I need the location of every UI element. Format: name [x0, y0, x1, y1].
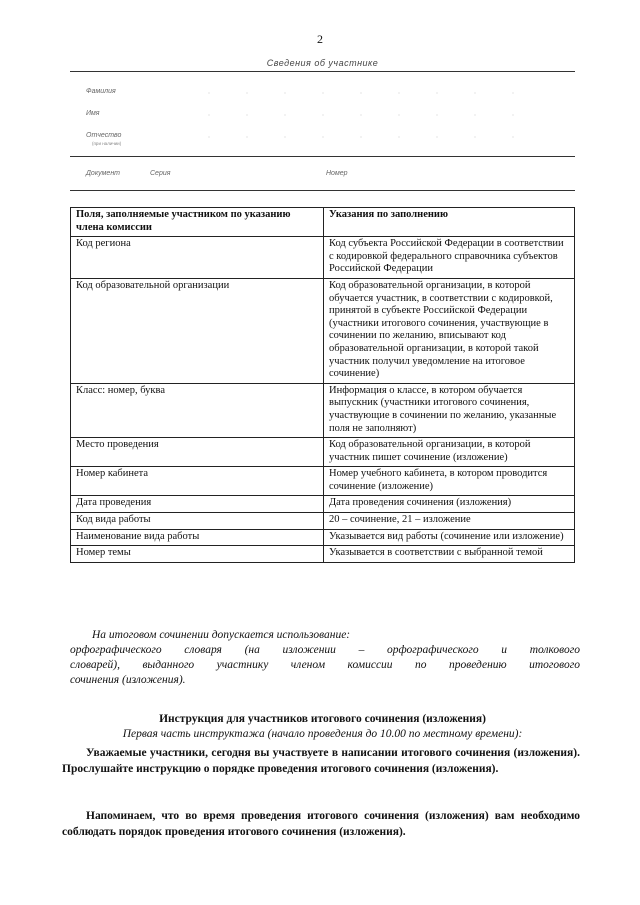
table-cell-instruction: 20 – сочинение, 21 – изложение	[324, 513, 575, 530]
instruction-paragraph-2	[62, 808, 580, 840]
number-label: Номер	[326, 170, 348, 177]
instruction-subheading: Первая часть инструктажа (начало проведения до 10.00 по местному времени):	[122, 728, 523, 740]
instruction-heading: Инструкция для участников итогового сочинения (изложения)	[159, 713, 486, 725]
table-row	[71, 529, 575, 546]
table-cell-field: Номер кабинета	[71, 467, 324, 496]
note-line-4: сочинения (изложения).	[70, 674, 186, 686]
page-number: 2	[317, 32, 323, 46]
series-label: Серия	[150, 170, 171, 177]
table-row	[71, 278, 575, 383]
table-cell-field: Код образовательной организации	[71, 278, 324, 383]
table-cell-instruction: Код субъекта Российской Федерации в соответствии с кодировкой федерального справочника субъектов Российской Федерации	[324, 237, 575, 279]
table-cell-instruction: Информация о классе, в котором обучается выпускник (участники итогового сочинения, участвующие в сочинении по желанию, указанные поля не заполняют)	[324, 383, 575, 437]
surname-field[interactable]	[190, 89, 550, 97]
table-row	[71, 438, 575, 467]
table-cell-instruction: Код образовательной организации, в которой участник пишет сочинение (изложение)	[324, 438, 575, 467]
surname-label: Фамилия	[86, 88, 116, 95]
table-row	[71, 467, 575, 496]
table-cell-field: Номер темы	[71, 546, 324, 563]
table-cell-field: Дата проведения	[71, 496, 324, 513]
table-cell-instruction: Номер учебного кабинета, в котором проводится сочинение (изложение)	[324, 467, 575, 496]
table-cell-instruction: Дата проведения сочинения (изложения)	[324, 496, 575, 513]
form-top-rule	[70, 71, 575, 72]
table-cell-instruction: Указывается в соответствии с выбранной темой	[324, 546, 575, 563]
name-field[interactable]	[190, 111, 550, 119]
instruction-paragraph-1	[62, 745, 580, 777]
form-mid-rule	[70, 156, 575, 157]
note-line-2: орфографического словаря (на изложении – орфографического и толкового	[70, 644, 580, 656]
instruction-paragraph-2-text: Напоминаем, что во время проведения итогового сочинения (изложения) вам необходимо соблюдать порядок проведения итогового сочинения (изложения).	[62, 810, 580, 838]
table-row	[71, 496, 575, 513]
table-cell-instruction: Указывается вид работы (сочинение или изложение)	[324, 529, 575, 546]
table-row	[71, 237, 575, 279]
form-bottom-rule	[70, 190, 575, 191]
table-cell-field: Наименование вида работы	[71, 529, 324, 546]
table-header-fields: Поля, заполняемые участником по указанию члена комиссии	[71, 208, 324, 237]
patronymic-label: Отчество	[86, 132, 122, 139]
instructions-table	[70, 207, 575, 563]
participant-info-form	[70, 58, 575, 198]
instruction-paragraph-1-text: Уважаемые участники, сегодня вы участвуете в написании итогового сочинения (изложения). Прослушайте инструкцию о порядке проведения итогового сочинения (изложения).	[62, 747, 580, 775]
table-header-row	[71, 208, 575, 237]
table-row	[71, 513, 575, 530]
document-label: Документ	[86, 170, 121, 177]
name-label: Имя	[86, 110, 100, 117]
table-cell-instruction: Код образовательной организации, в которой обучается участник, в соответствии с кодировкой, принятой в субъекте Российской Федерации (участники итогового сочинения, участвующие в сочинении по желанию, вписывают код образовательной организации, в которой такой участник получил уведомление на итоговое сочинение)	[324, 278, 575, 383]
table-row	[71, 383, 575, 437]
table-cell-field: Место проведения	[71, 438, 324, 467]
patronymic-field[interactable]	[190, 133, 550, 141]
table-row	[71, 546, 575, 563]
patronymic-note: (при наличии)	[92, 141, 122, 146]
note-line-1: На итоговом сочинении допускается использование:	[92, 629, 351, 641]
form-title: Сведения об участнике	[266, 58, 379, 68]
table-cell-field: Класс: номер, буква	[71, 383, 324, 437]
table-header-instructions: Указания по заполнению	[324, 208, 575, 237]
table-cell-field: Код вида работы	[71, 513, 324, 530]
note-line-3: словарей), выданного участнику членом комиссии по проведению итогового	[70, 659, 580, 671]
table-cell-field: Код региона	[71, 237, 324, 279]
